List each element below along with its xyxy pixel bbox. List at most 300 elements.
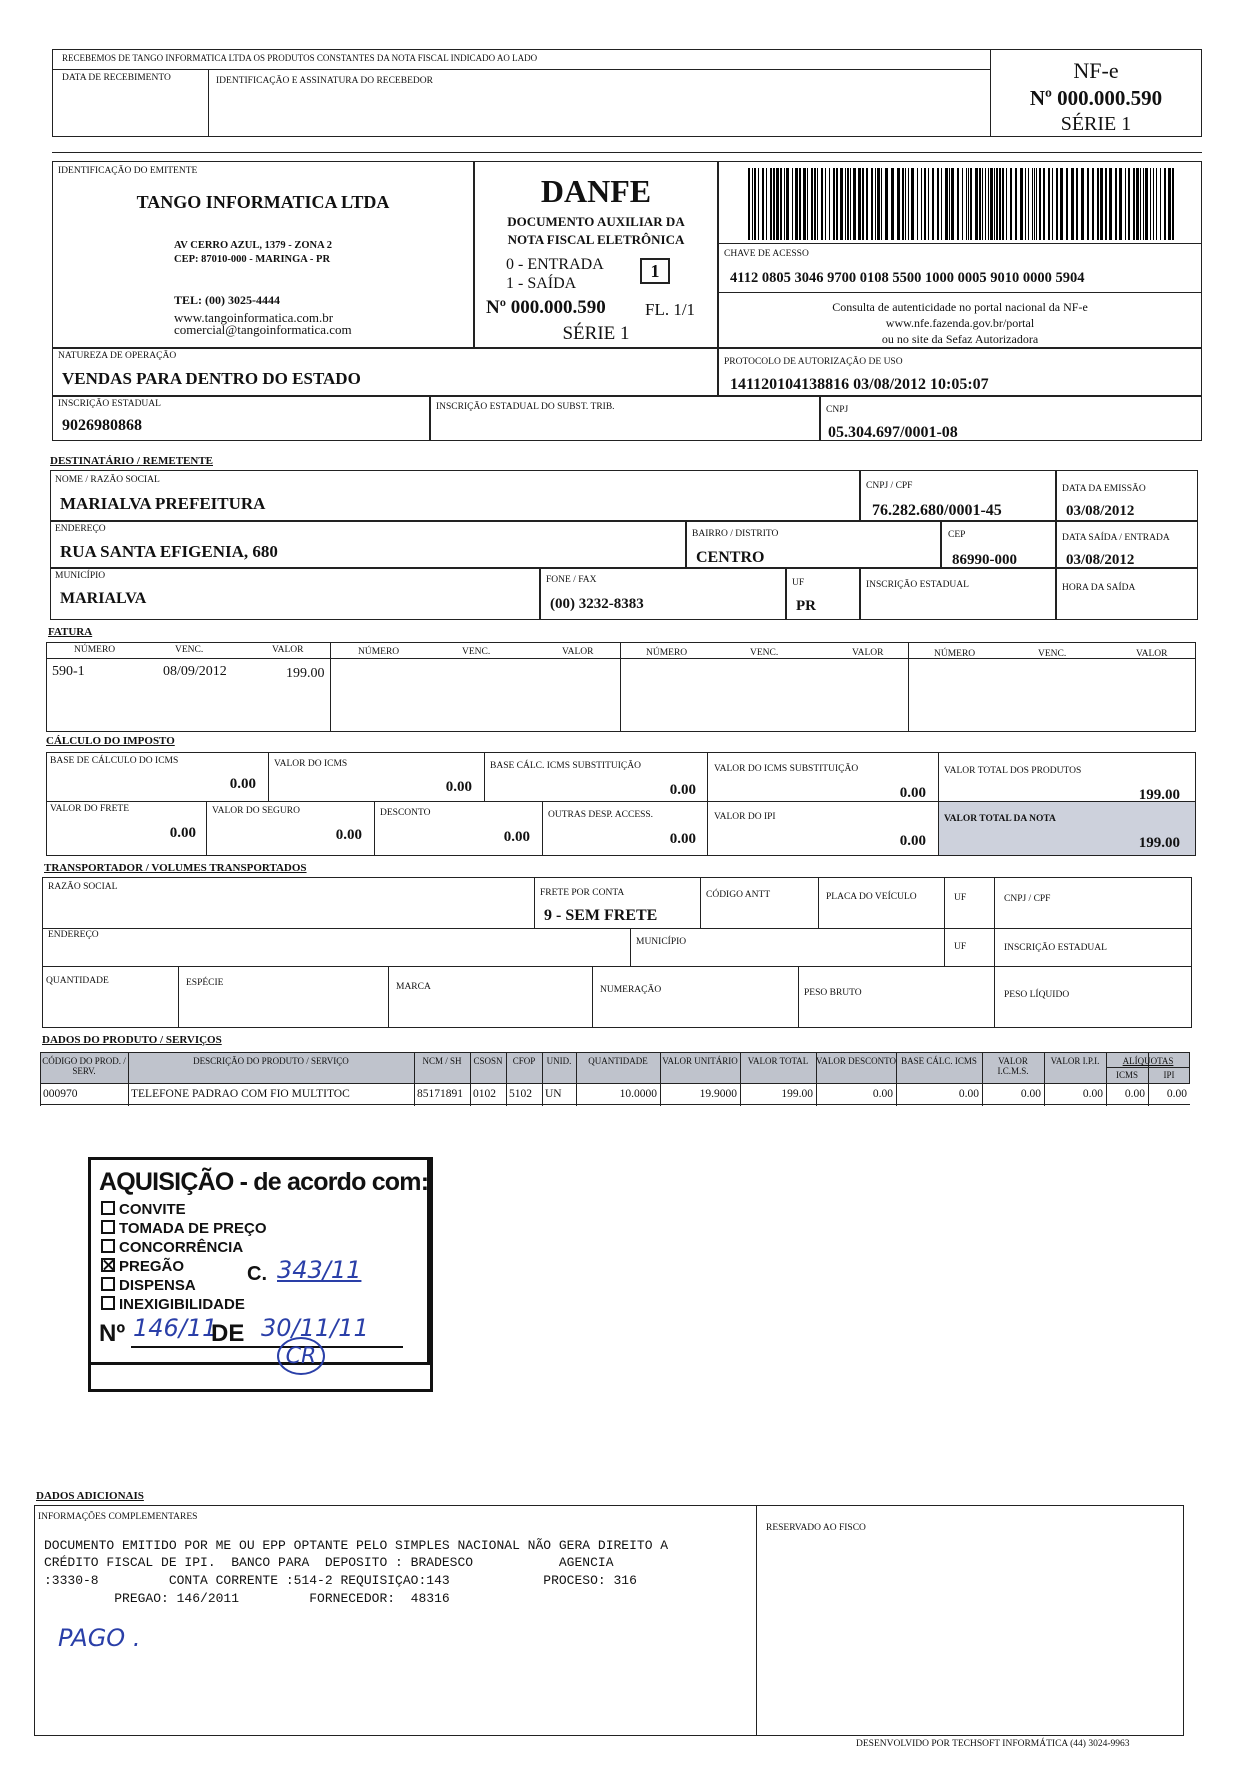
natureza-value: VENDAS PARA DENTRO DO ESTADO xyxy=(62,369,361,388)
barcode-bar xyxy=(1119,168,1122,240)
transp-razao-label: RAZÃO SOCIAL xyxy=(48,882,118,892)
barcode-bar xyxy=(1125,168,1126,240)
produtos-header-cell: VALOR DESCONTO xyxy=(816,1056,896,1066)
barcode-bar xyxy=(1140,168,1141,240)
barcode-bar xyxy=(1092,168,1094,240)
barcode-bar xyxy=(795,168,798,240)
imp-v2 xyxy=(484,752,485,801)
barcode-bar xyxy=(817,168,818,240)
transp-v-uf xyxy=(944,877,945,966)
produtos-table xyxy=(40,1052,1190,1106)
produtos-header-cell: ICMS xyxy=(1115,1070,1138,1080)
barcode-bar xyxy=(807,168,808,240)
transp-h1 xyxy=(42,928,1192,929)
stamp-options xyxy=(101,1200,267,1314)
transp-v-placa xyxy=(818,877,819,928)
barcode-bar xyxy=(1168,168,1171,240)
barcode-bar xyxy=(996,168,998,240)
transp-v-esp xyxy=(178,966,179,1028)
fatura-col-venc-1: VENC. xyxy=(175,645,204,655)
fatura-numero: 590-1 xyxy=(52,664,85,679)
barcode-bar xyxy=(799,168,801,240)
fatura-col-numero-3: NÚMERO xyxy=(646,648,688,658)
barcode-bar xyxy=(937,168,939,240)
stamp-de-label: DE xyxy=(211,1320,245,1347)
danfe-saida: 1 - SAÍDA xyxy=(506,275,577,292)
dest-cep-label: CEP xyxy=(948,530,966,540)
option-dispensa: DISPENSA xyxy=(101,1276,267,1295)
produtos-header-cell: NCM / SH xyxy=(422,1056,462,1066)
dest-saida-label: DATA SAÍDA / ENTRADA xyxy=(1062,533,1170,543)
frete: 0.00 xyxy=(169,825,196,841)
dest-bairro: CENTRO xyxy=(696,549,765,566)
barcode-bar xyxy=(1160,168,1161,240)
ipi: 0.00 xyxy=(899,833,926,849)
barcode-bar xyxy=(847,168,849,240)
danfe-folha: FL. 1/1 xyxy=(645,300,696,319)
produtos-row-cell: 19.9000 xyxy=(699,1088,737,1100)
barcode-bar xyxy=(776,168,779,240)
transp-peso-liquido-label: PESO LÍQUIDO xyxy=(1004,990,1070,1000)
barcode-bar xyxy=(784,168,785,240)
barcode-bar xyxy=(994,168,995,240)
barcode-bar xyxy=(968,168,969,240)
barcode-bar xyxy=(1145,168,1148,240)
barcode-bar xyxy=(853,168,856,240)
transp-v-cnpj xyxy=(994,877,995,966)
dest-emissao-label: DATA DA EMISSÃO xyxy=(1062,484,1146,494)
valor-st-label: VALOR DO ICMS SUBSTITUIÇÃO xyxy=(714,764,859,774)
imp-v7 xyxy=(542,801,543,856)
barcode-bar xyxy=(957,168,959,240)
barcode-bar xyxy=(1076,168,1078,240)
checkbox-tomada xyxy=(101,1220,115,1234)
barcode-bar xyxy=(780,168,782,240)
transp-v-marca xyxy=(388,966,389,1028)
produtos-row-cell: 199.00 xyxy=(781,1088,813,1100)
barcode-bar xyxy=(858,168,861,240)
dest-ie-label: INSCRIÇÃO ESTADUAL xyxy=(866,580,969,590)
desconto-label: DESCONTO xyxy=(380,808,431,818)
produtos-row-cell: 0.00 xyxy=(1124,1088,1145,1100)
transp-uf-label: UF xyxy=(954,893,967,903)
barcode-bar xyxy=(924,168,926,240)
barcode-bar xyxy=(988,168,989,240)
aliquotas-divider xyxy=(1106,1067,1190,1068)
barcode-bar xyxy=(979,168,981,240)
aquisicao-stamp xyxy=(88,1157,433,1392)
transp-quantidade-label: QUANTIDADE xyxy=(46,976,109,986)
fatura-col-valor-1: VALOR xyxy=(272,645,304,655)
barcode-bar xyxy=(1071,168,1074,240)
barcode-bar xyxy=(1143,168,1144,240)
barcode-bar xyxy=(1015,168,1017,240)
dest-uf-label: UF xyxy=(792,578,805,588)
barcode-bar xyxy=(829,168,830,240)
fatura-col-venc-4: VENC. xyxy=(1038,649,1067,659)
fatura-header-line xyxy=(46,658,1196,659)
canhoto-serie: SÉRIE 1 xyxy=(1060,113,1132,135)
stamp-title: AQUISIÇÃO - de acordo com: xyxy=(99,1168,429,1196)
stamp-c-label: C. xyxy=(247,1263,267,1285)
barcode-bar xyxy=(762,168,764,240)
chave-mid-line xyxy=(718,292,1202,293)
stamp-c-value: 343/11 xyxy=(277,1256,362,1284)
barcode-bar xyxy=(1133,168,1135,240)
fatura-venc: 08/09/2012 xyxy=(163,664,227,679)
barcode-bar xyxy=(1043,168,1045,240)
produtos-row-cell: 000970 xyxy=(43,1088,78,1100)
transp-numeracao-label: NUMERAÇÃO xyxy=(600,985,662,995)
dest-endereco: RUA SANTA EFIGENIA, 680 xyxy=(60,542,278,561)
barcode-bar xyxy=(752,168,753,240)
barcode-bar xyxy=(1010,168,1012,240)
dest-uf: PR xyxy=(796,598,816,614)
barcode-bar xyxy=(866,168,868,240)
barcode-bar xyxy=(803,168,806,240)
barcode-bar xyxy=(1164,168,1166,240)
seguro-label: VALOR DO SEGURO xyxy=(212,806,300,816)
stamp-initials: CR xyxy=(277,1337,325,1375)
destinatario-section: DESTINATÁRIO / REMETENTE xyxy=(50,455,213,467)
danfe-subtitle-1: DOCUMENTO AUXILIAR DA xyxy=(507,214,685,229)
consulta-line-3: ou no site da Sefaz Autorizadora xyxy=(881,332,1039,346)
produtos-row-cell: 0.00 xyxy=(958,1088,979,1100)
produtos-header-cell: CFOP xyxy=(512,1056,536,1066)
checkbox-pregao-checked xyxy=(101,1258,115,1272)
produtos-row-cell: 85171891 xyxy=(417,1088,463,1100)
produtos-row-cell: 0.00 xyxy=(1166,1088,1187,1100)
aliquotas-label: ALÍQUOTAS xyxy=(1122,1056,1174,1066)
info-line-2: CRÉDITO FISCAL DE IPI. BANCO PARA DEPOSITO : BRADESCO AGENCIA xyxy=(44,1555,614,1570)
barcode-bar xyxy=(833,168,835,240)
produtos-header-cell: VALOR TOTAL xyxy=(747,1056,809,1066)
danfe-title: DANFE xyxy=(540,173,652,209)
option-tomada: TOMADA DE PREÇO xyxy=(101,1219,267,1238)
dest-fone: (00) 3232-8383 xyxy=(550,596,644,612)
pago-handwriting: PAGO . xyxy=(58,1624,141,1652)
barcode-bar xyxy=(1060,168,1063,240)
fatura-col-numero-1: NÚMERO xyxy=(74,645,116,655)
barcode-bar xyxy=(875,168,876,240)
barcode-bar xyxy=(908,168,909,240)
barcode-bar xyxy=(982,168,983,240)
imposto-section: CÁLCULO DO IMPOSTO xyxy=(46,735,175,747)
produtos-row-cell: 5102 xyxy=(509,1088,532,1100)
barcode-bar xyxy=(1109,168,1112,240)
adicionais-section: DADOS ADICIONAIS xyxy=(36,1490,144,1502)
barcode-bar xyxy=(1066,168,1068,240)
barcode-bar xyxy=(821,168,823,240)
stamp-n-value: 146/11 xyxy=(133,1314,218,1342)
fatura-section: FATURA xyxy=(48,626,93,638)
transp-especie-label: ESPÉCIE xyxy=(186,978,224,988)
transp-antt-label: CÓDIGO ANTT xyxy=(706,890,771,900)
barcode-bar xyxy=(1150,168,1151,240)
barcode-bar xyxy=(1097,168,1099,240)
valor-icms-label: VALOR DO ICMS xyxy=(274,759,348,769)
barcode-bar xyxy=(1081,168,1084,240)
natureza-label: NATUREZA DE OPERAÇÃO xyxy=(58,351,177,361)
barcode-bar xyxy=(1128,168,1130,240)
total-prod: 199.00 xyxy=(1138,787,1180,803)
fatura-col-numero-2: NÚMERO xyxy=(358,647,400,657)
checkbox-concorrencia xyxy=(101,1239,115,1253)
barcode-bar xyxy=(1036,168,1037,240)
transp-marca-label: MARCA xyxy=(396,982,431,992)
option-inexigibilidade: INEXIGIBILIDADE xyxy=(101,1295,267,1314)
dest-cnpj: 76.282.680/0001-45 xyxy=(872,502,1002,519)
transportador-section: TRANSPORTADOR / VOLUMES TRANSPORTADOS xyxy=(44,862,307,874)
dest-hora-box xyxy=(1056,568,1198,620)
dest-endereco-label: ENDEREÇO xyxy=(55,524,106,534)
barcode-bar xyxy=(905,168,906,240)
barcode-bar xyxy=(928,168,929,240)
valor-icms: 0.00 xyxy=(445,779,472,795)
stamp-n-underline xyxy=(131,1346,403,1348)
barcode-bar xyxy=(814,168,816,240)
transp-uf2-label: UF xyxy=(954,942,967,952)
transp-endereco-label: ENDEREÇO xyxy=(48,930,99,940)
dest-municipio: MARIALVA xyxy=(60,590,147,607)
barcode-bar xyxy=(911,168,914,240)
total-nota: 199.00 xyxy=(1138,835,1180,851)
data-recebimento-label: DATA DE RECEBIMENTO xyxy=(62,73,171,83)
produtos-row-cell: 0.00 xyxy=(1020,1088,1041,1100)
info-line-1: DOCUMENTO EMITIDO POR ME OU EPP OPTANTE PELO SIMPLES NACIONAL NÃO GERA DIREITO A xyxy=(44,1538,669,1553)
stamp-n-label: Nº xyxy=(99,1320,126,1347)
danfe-tipo-box: 1 xyxy=(640,258,670,284)
barcode-bar xyxy=(1006,168,1007,240)
canhoto-nfe-label: NF-e xyxy=(1073,58,1119,83)
produtos-header-cell: VALOR I.C.M.S. xyxy=(997,1056,1029,1076)
barcode-bar xyxy=(754,168,756,240)
barcode-bar xyxy=(1105,168,1107,240)
identificacao-recebedor-label: IDENTIFICAÇÃO E ASSINATURA DO RECEBEDOR xyxy=(216,76,433,86)
fatura-vline-3 xyxy=(908,642,909,732)
danfe-serie: SÉRIE 1 xyxy=(562,323,630,344)
barcode-bar xyxy=(902,168,904,240)
fatura-col-venc-3: VENC. xyxy=(750,648,779,658)
produtos-header-cell: BASE CÁLC. ICMS xyxy=(901,1056,977,1066)
fatura-box xyxy=(46,642,1196,732)
produtos-row-cell: 0.00 xyxy=(872,1088,893,1100)
produtos-header-cell: DESCRIÇÃO DO PRODUTO / SERVIÇO xyxy=(193,1056,349,1066)
emitente-email: comercial@tangoinformatica.com xyxy=(174,322,352,337)
barcode-bar xyxy=(836,168,838,240)
dest-hora-label: HORA DA SAÍDA xyxy=(1062,583,1136,593)
ie-label: INSCRIÇÃO ESTADUAL xyxy=(58,399,161,409)
transp-v-pl xyxy=(994,966,995,1028)
barcode-bar xyxy=(1020,168,1023,240)
stamp-date-value: 30/11/11 xyxy=(261,1314,369,1342)
barcode-bar xyxy=(885,168,888,240)
barcode-bar xyxy=(1056,168,1058,240)
danfe-subtitle-2: NOTA FISCAL ELETRÔNICA xyxy=(507,232,685,247)
dest-bairro-label: BAIRRO / DISTRITO xyxy=(692,529,779,539)
fatura-col-venc-2: VENC. xyxy=(462,647,491,657)
produtos-row-cell: 0102 xyxy=(473,1088,496,1100)
canhoto-header: RECEBEMOS DE TANGO INFORMATICA LTDA OS PRODUTOS CONSTANTES DA NOTA FISCAL INDICADO AO LADO xyxy=(62,53,538,63)
fatura-vline-2 xyxy=(620,642,621,732)
barcode-bar xyxy=(1172,168,1174,240)
transp-v-num xyxy=(592,966,593,1028)
dest-saida: 03/08/2012 xyxy=(1066,552,1135,568)
barcode-bar xyxy=(962,168,963,240)
transp-v-antt xyxy=(700,877,701,928)
produtos-row-cell: 0.00 xyxy=(1082,1088,1103,1100)
produtos-row-cell: 10.0000 xyxy=(619,1088,657,1100)
consulta-line-1: Consulta de autenticidade no portal nacional da NF-e xyxy=(832,300,1088,314)
barcode-bar xyxy=(945,168,948,240)
barcode-bar xyxy=(766,168,767,240)
transp-h2 xyxy=(42,966,1192,967)
barcode-bar xyxy=(1100,168,1103,240)
chave-top-line xyxy=(718,243,1202,244)
fatura-col-valor-4: VALOR xyxy=(1136,649,1168,659)
barcode-bar xyxy=(871,168,873,240)
barcode-bar xyxy=(792,168,793,240)
footer-credit: DESENVOLVIDO POR TECHSOFT INFORMÁTICA (44) 3024-9963 xyxy=(856,1739,1130,1749)
fatura-vline-1 xyxy=(330,642,331,732)
cnpj-emit-label: CNPJ xyxy=(826,405,849,415)
base-icms-label: BASE DE CÁLCULO DO ICMS xyxy=(50,756,179,766)
checkbox-inexigibilidade xyxy=(101,1296,115,1310)
option-pregao: PREGÃO xyxy=(101,1257,267,1276)
produtos-row-cell: UN xyxy=(545,1088,562,1100)
barcode-bar xyxy=(877,168,880,240)
barcode-bar xyxy=(917,168,918,240)
barcode-bar xyxy=(932,168,934,240)
total-prod-label: VALOR TOTAL DOS PRODUTOS xyxy=(944,766,1082,776)
outras-label: OUTRAS DESP. ACCESS. xyxy=(548,810,654,820)
cnpj-emit-value: 05.304.697/0001-08 xyxy=(828,424,958,441)
emitente-label: IDENTIFICAÇÃO DO EMITENTE xyxy=(58,166,198,176)
produtos-header-cell: QUANTIDADE xyxy=(588,1056,648,1066)
option-convite: CONVITE xyxy=(101,1200,267,1219)
canhoto-numero: Nº 000.000.590 xyxy=(1029,86,1163,110)
barcode-bar xyxy=(1156,168,1157,240)
protocolo-label: PROTOCOLO DE AUTORIZAÇÃO DE USO xyxy=(724,357,903,367)
transp-frete: 9 - SEM FRETE xyxy=(544,907,658,924)
outras: 0.00 xyxy=(669,831,696,847)
barcode-bar xyxy=(845,168,846,240)
protocolo-value: 141120104138816 03/08/2012 10:05:07 xyxy=(730,376,989,393)
ie-st-label: INSCRIÇÃO ESTADUAL DO SUBST. TRIB. xyxy=(436,402,615,412)
option-concorrencia: CONCORRÊNCIA xyxy=(101,1238,267,1257)
adicionais-vline xyxy=(756,1505,757,1736)
danfe-numero: Nº 000.000.590 xyxy=(486,297,606,318)
barcode-bar xyxy=(1028,168,1029,240)
transp-frete-label: FRETE POR CONTA xyxy=(540,888,625,898)
fatura-col-numero-4: NÚMERO xyxy=(934,649,976,659)
transp-v-frete xyxy=(534,877,535,928)
produtos-header-cell: VALOR I.P.I. xyxy=(1050,1056,1100,1066)
barcode-bar xyxy=(897,168,900,240)
barcode-bar xyxy=(1025,168,1026,240)
dest-nome: MARIALVA PREFEITURA xyxy=(60,494,266,513)
checkbox-dispensa xyxy=(101,1277,115,1291)
barcode-bar xyxy=(985,168,986,240)
danfe-entrada: 0 - ENTRADA xyxy=(506,256,604,273)
barcode-bar xyxy=(990,168,993,240)
dest-nome-label: NOME / RAZÃO SOCIAL xyxy=(55,475,160,485)
barcode-bar xyxy=(999,168,1001,240)
produtos-header-cell: IPI xyxy=(1163,1070,1175,1080)
barcode-bar xyxy=(850,168,851,240)
barcode-bar xyxy=(949,168,950,240)
barcode-bar xyxy=(773,168,775,240)
transp-v-pb xyxy=(798,966,799,1028)
dest-ie-box xyxy=(860,568,1056,620)
frete-label: VALOR DO FRETE xyxy=(50,804,129,814)
barcode-bar xyxy=(825,168,826,240)
produtos-row-cell: TELEFONE PADRAO COM FIO MULTITOC xyxy=(131,1088,350,1100)
barcode-bar xyxy=(975,168,978,240)
barcode-bar xyxy=(1136,168,1139,240)
barcode-bar xyxy=(770,168,772,240)
barcode-bar xyxy=(1039,168,1041,240)
barcode-bar xyxy=(951,168,954,240)
dest-cep: 86990-000 xyxy=(952,552,1017,568)
barcode-bar xyxy=(786,168,789,240)
base-st: 0.00 xyxy=(669,782,696,798)
imp-v6 xyxy=(374,801,375,856)
seguro: 0.00 xyxy=(335,827,362,843)
barcode-bar xyxy=(1087,168,1089,240)
barcode-bar xyxy=(1153,168,1154,240)
transp-ie-label: INSCRIÇÃO ESTADUAL xyxy=(1004,943,1107,953)
canhoto-vline-1 xyxy=(208,69,209,137)
emitente-cep: CEP: 87010-000 - MARINGA - PR xyxy=(174,254,331,265)
barcode-bar xyxy=(748,168,750,240)
emitente-tel: TEL: (00) 3025-4444 xyxy=(174,293,280,307)
transp-peso-bruto-label: PESO BRUTO xyxy=(804,988,862,998)
barcode-bar xyxy=(840,168,843,240)
imp-v5 xyxy=(206,801,207,856)
chave-acesso-label: CHAVE DE ACESSO xyxy=(724,249,809,259)
fatura-valor: 199.00 xyxy=(286,666,325,681)
cut-line xyxy=(52,152,1202,153)
chave-acesso: 4112 0805 3046 9700 0108 5500 1000 0005 9010 0000 5904 xyxy=(730,270,1085,286)
desconto: 0.00 xyxy=(503,829,530,845)
consulta-line-2: www.nfe.fazenda.gov.br/portal xyxy=(885,316,1035,330)
barcode-bar xyxy=(970,168,972,240)
ie-value: 9026980868 xyxy=(62,417,142,434)
barcode-bar xyxy=(941,168,942,240)
barcode-graphic xyxy=(748,168,1178,240)
base-icms: 0.00 xyxy=(229,776,256,792)
emitente-endereco: AV CERRO AZUL, 1379 - ZONA 2 xyxy=(174,240,333,251)
produtos-header-cell: UNID. xyxy=(546,1056,572,1066)
barcode-bar xyxy=(921,168,922,240)
dest-fone-label: FONE / FAX xyxy=(546,575,597,585)
transp-v-mun xyxy=(630,928,631,966)
transp-municipio-label: MUNICÍPIO xyxy=(636,937,687,947)
total-nota-label: VALOR TOTAL DA NOTA xyxy=(944,814,1056,824)
produtos-header-cell: CÓDIGO DO PROD. / SERV. xyxy=(42,1056,126,1076)
barcode-bar xyxy=(1115,168,1117,240)
barcode-bar xyxy=(811,168,813,240)
produtos-header-cell: CSOSN xyxy=(473,1056,503,1066)
transp-placa-label: PLACA DO VEÍCULO xyxy=(826,892,917,902)
fatura-col-valor-3: VALOR xyxy=(852,648,884,658)
ipi-label: VALOR DO IPI xyxy=(714,812,776,822)
barcode-bar xyxy=(862,168,864,240)
produtos-header-cell: VALOR UNITÁRIO xyxy=(662,1056,738,1066)
barcode-bar xyxy=(1002,168,1004,240)
imp-v4 xyxy=(938,752,939,856)
